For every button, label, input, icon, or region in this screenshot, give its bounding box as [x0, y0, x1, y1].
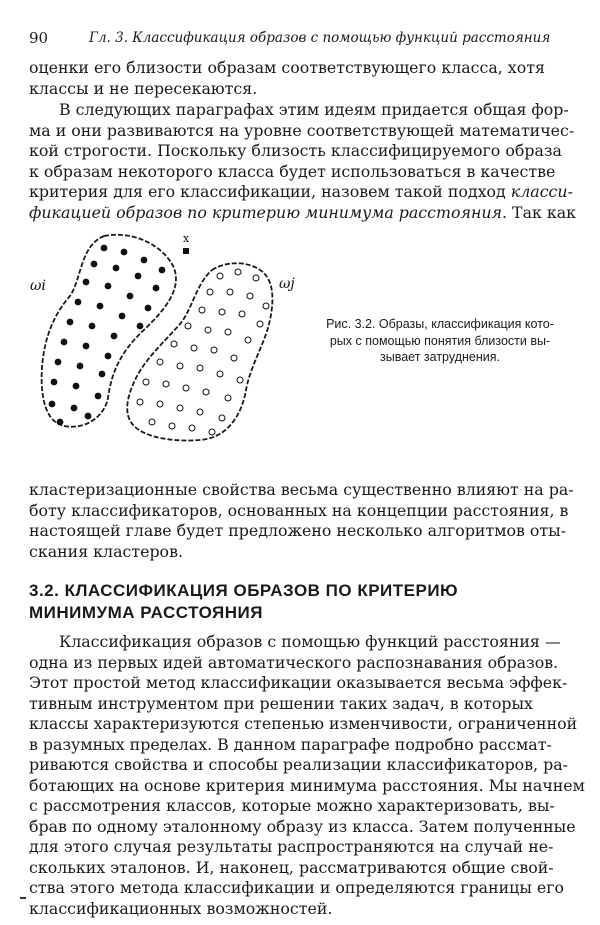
class-i-point: [111, 333, 118, 340]
class-i-point: [71, 405, 78, 412]
class-j-point: [171, 341, 177, 347]
text-line: тивным инструментом при решении таких задач, в которых: [29, 693, 533, 713]
class-i-point: [153, 285, 160, 292]
class-i-point: [61, 339, 68, 346]
figure-caption: [310, 316, 570, 366]
text-line: [29, 182, 573, 203]
class-j-point: [169, 423, 175, 429]
caption-line: рых с помощью понятия близости вы-: [329, 333, 551, 348]
class-j-point: [205, 327, 211, 333]
class-i-point: [105, 283, 112, 290]
class-i-point: [105, 353, 112, 360]
running-title: Гл. 3. Классификация образов с помощью функций расстояния: [89, 30, 551, 46]
class-i-point: [75, 299, 82, 306]
class-i-point: [83, 343, 90, 350]
class-i-point: [49, 401, 56, 408]
class-i-point: [89, 323, 96, 330]
text-line: классы характеризуются степенью изменчивости, ограниченной: [29, 714, 578, 733]
text-line: для этого случая результаты распространяются на случай не-: [29, 837, 554, 856]
class-i-point: [135, 273, 142, 280]
class-j-point: [163, 381, 169, 387]
class-j-point: [225, 329, 231, 335]
text-fragment: Так как: [507, 202, 577, 222]
class-j-point: [219, 415, 225, 421]
class-i-point: [99, 371, 106, 378]
class-i-point: [141, 257, 148, 264]
class-j-point: [245, 337, 251, 343]
class-i-point: [127, 293, 134, 300]
paragraph-body: [29, 632, 585, 919]
sample-point-x: [183, 248, 189, 254]
page-header: [29, 27, 569, 49]
class-j-point: [217, 273, 223, 279]
paragraph-top: [29, 58, 569, 99]
label-point-x: x: [183, 232, 190, 245]
class-j-point: [199, 307, 205, 313]
class-i-point: [95, 393, 102, 400]
text-line: в разумных пределах. В данном параграфе подробно рассмат-: [29, 734, 552, 754]
heading-line: 3.2. КЛАССИФИКАЦИЯ ОБРАЗОВ ПО КРИТЕРИЮ: [29, 581, 459, 600]
text-line: Классификация образов с помощью функций расстояния —: [59, 632, 561, 651]
class-i-point: [55, 359, 62, 366]
class-i-point: [119, 313, 126, 320]
class-j-point: [203, 389, 209, 395]
class-j-point: [219, 309, 225, 315]
caption-line: Рис. 3.2. Образы, классификация кото-: [326, 317, 554, 331]
text-line: с рассмотрения классов, которые можно характеризовать, вы-: [29, 796, 555, 815]
class-i-point: [159, 267, 166, 274]
class-j-point: [177, 405, 183, 411]
class-j-point: [149, 419, 155, 425]
class-j-points: [137, 269, 269, 435]
class-j-point: [207, 289, 213, 295]
text-line: В следующих параграфах этим идеям придается общая фор-: [59, 100, 569, 119]
text-line: настоящей главе будет предложено несколько алгоритмов оты-: [29, 521, 567, 540]
class-j-point: [253, 275, 259, 281]
class-i-point: [145, 305, 152, 312]
class-i-region: [42, 235, 176, 427]
text-line: скольких эталонов. И, наконец, рассматриваются общие свой-: [29, 857, 554, 877]
class-j-point: [137, 399, 143, 405]
text-line: ства этого метода классификации и определяются границы его: [29, 878, 565, 897]
class-j-point: [191, 345, 197, 351]
class-i-point: [91, 261, 98, 268]
text-line: скания кластеров.: [29, 541, 183, 561]
class-j-point: [209, 429, 215, 435]
class-j-point: [227, 289, 233, 295]
class-i-point: [121, 249, 128, 256]
class-j-point: [197, 409, 203, 415]
class-i-point: [77, 363, 84, 370]
class-i-point: [137, 323, 144, 330]
text-line: кластеризационные свойства весьма существенно влияют на ра-: [29, 480, 574, 499]
class-j-point: [177, 363, 183, 369]
class-i-point: [101, 245, 108, 252]
class-j-point: [143, 379, 149, 385]
text-line: риваются свойства и способы реализации классификаторов, ра-: [29, 755, 568, 774]
text-line: классификационных возможностей.: [29, 898, 333, 918]
class-j-point: [247, 293, 253, 299]
text-line: оценки его близости образам соответствующего класса, хотя: [29, 58, 545, 77]
text-fragment: критерия для его классификации, назовем такой подход: [29, 182, 506, 201]
class-i-point: [113, 265, 120, 272]
class-j-point: [211, 347, 217, 353]
class-j-point: [225, 395, 231, 401]
class-j-point: [185, 323, 191, 329]
class-i-points: [49, 245, 166, 426]
class-i-point: [73, 383, 80, 390]
class-i-point: [51, 379, 58, 386]
text-line: ботающих на основе критерия минимума расстояния. Мы начнем: [29, 775, 585, 795]
class-j-point: [237, 377, 243, 383]
paragraph-cluster: [29, 480, 574, 562]
class-j-point: [217, 371, 223, 377]
emphasis-term: класси-: [510, 182, 573, 201]
class-i-point: [97, 303, 104, 310]
text-line: Этот простой метод классификации оказывается весьма эффек-: [29, 673, 568, 692]
text-line: ма и они развиваются на уровне соответствующей математичес-: [29, 120, 575, 140]
class-j-point: [157, 359, 163, 365]
page-mark: [20, 897, 26, 899]
class-j-point: [157, 401, 163, 407]
text-line: боту классификаторов, основанных на концепции расстояния, в: [29, 500, 569, 520]
class-j-point: [235, 269, 241, 275]
section-heading: [29, 580, 569, 624]
class-j-point: [231, 355, 237, 361]
class-i-point: [67, 319, 74, 326]
class-j-point: [189, 425, 195, 431]
class-i-point: [57, 419, 64, 426]
text-line: брав по одному эталонному образу из класса. Затем полученные: [29, 816, 576, 836]
text-line: к образам некоторого класса будет использоваться в качестве: [29, 161, 556, 181]
class-j-point: [239, 311, 245, 317]
class-i-point: [83, 279, 90, 286]
label-omega-i: ωi: [30, 278, 46, 294]
text-line: одна из первых идей автоматического распознавания образов.: [29, 652, 559, 672]
class-j-point: [197, 365, 203, 371]
label-omega-j: ωj: [279, 276, 295, 292]
text-line: кой строгости. Поскольку близость классифицируемого образа: [29, 141, 562, 160]
class-j-point: [183, 385, 189, 391]
class-i-point: [85, 413, 92, 420]
paragraph-intro: [29, 100, 577, 223]
class-j-point: [257, 321, 263, 327]
text-line: классы и не пересекаются.: [29, 78, 258, 98]
class-j-point: [263, 303, 269, 309]
caption-line: зывает затруднения.: [380, 350, 500, 364]
emphasis-term: фикацией образов по критерию минимума расстояния.: [29, 202, 508, 222]
heading-line: МИНИМУМА РАССТОЯНИЯ: [29, 603, 263, 622]
page-number: 90: [29, 29, 49, 47]
